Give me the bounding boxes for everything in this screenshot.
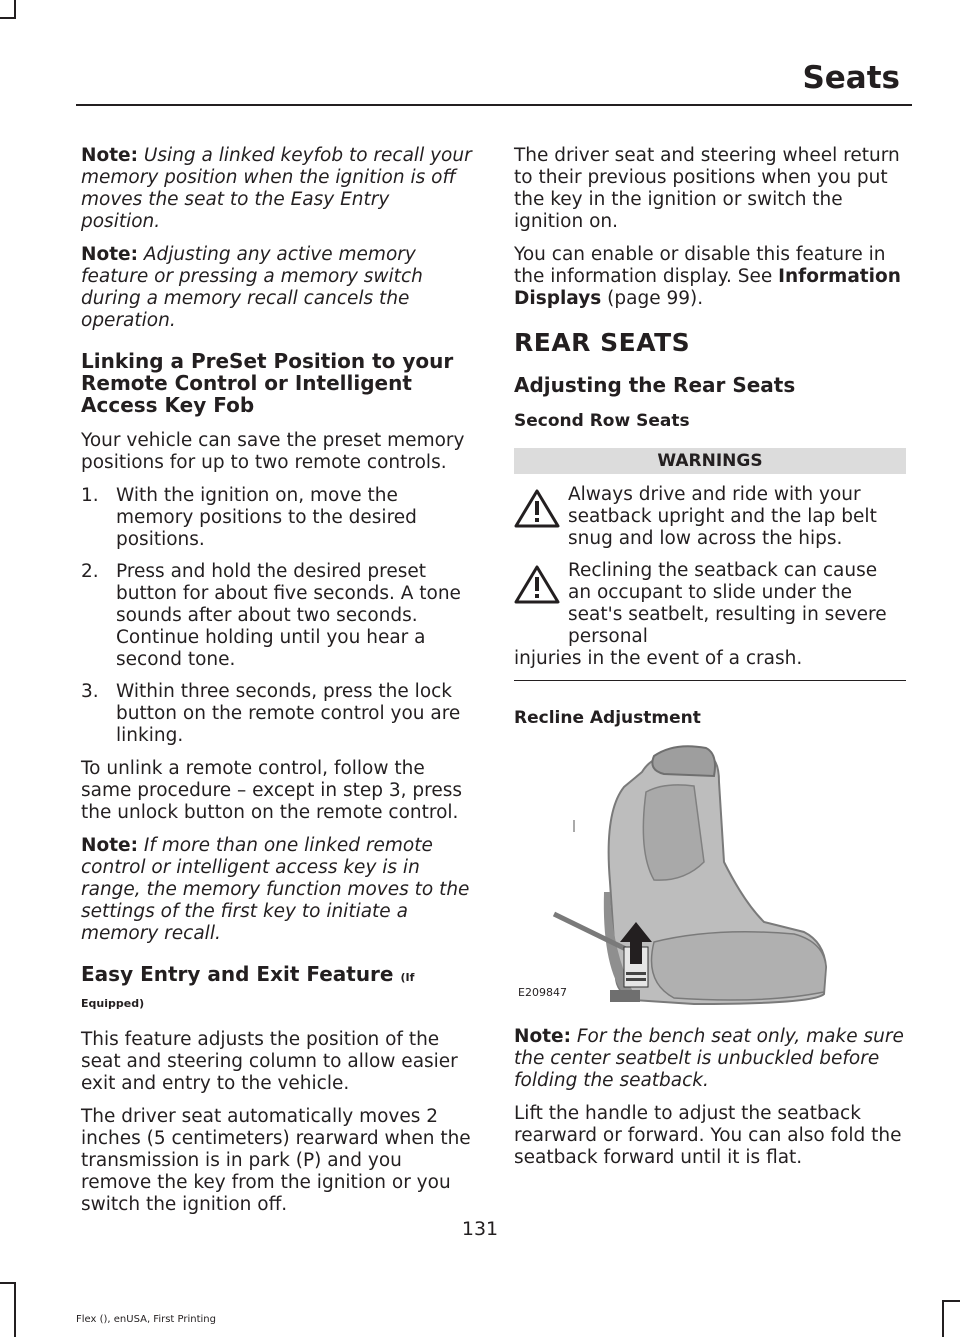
warnings-divider (514, 680, 906, 681)
paragraph-lift-handle: Lift the handle to adjust the seatback rearward or forward. You can also fold the seatback forward until it is flat. (514, 1103, 902, 1168)
note-bench-seat (514, 1026, 906, 1092)
list-item (81, 485, 473, 551)
note-label: Note: (81, 145, 138, 166)
warning-triangle-icon (514, 564, 560, 604)
crop-mark (942, 1300, 944, 1337)
seat-drawing (514, 742, 906, 1012)
warning-triangle-icon (514, 488, 560, 528)
list-item (81, 681, 473, 747)
section-title-rear-seats: REAR SEATS (514, 328, 691, 357)
paragraph-preset-memory: Your vehicle can save the preset memory positions for up to two remote controls. (81, 430, 465, 473)
heading-linking-preset: Linking a PreSet Position to your Remote Control or Intelligent Access Key Fob (81, 349, 454, 417)
warning-text-continued: injuries in the event of a crash. (514, 648, 803, 669)
note-text: If more than one linked remote control or intelligent access key is in range, the memory function moves to the settings of the first key to initiate a memory recall. (81, 835, 470, 944)
note-text: Using a linked keyfob to recall your memory position when the ignition is off moves the seat to the Easy Entry position. (81, 145, 472, 232)
crop-mark (14, 0, 16, 18)
heading-text: Easy Entry and Exit Feature (81, 962, 394, 986)
heading-easy-entry (81, 963, 473, 1015)
note-multiple-keys (81, 835, 473, 945)
step-text: Within three seconds, press the lock button on the remote control you are linking. (116, 681, 461, 746)
note-text: Adjusting any active memory feature or pressing a memory switch during a memory recall cancels the operation. (81, 244, 423, 331)
paragraph-easy-entry-desc: This feature adjusts the position of the seat and steering column to allow easier exit and entry to the vehicle. (81, 1029, 458, 1094)
warning-item (514, 484, 906, 550)
subheading-second-row: Second Row Seats (514, 411, 690, 431)
note-label: Note: (81, 244, 138, 265)
note-text: For the bench seat only, make sure the center seatbelt is unbuckled before folding the seatback. (514, 1026, 904, 1091)
paragraph-driver-seat-moves: The driver seat automatically moves 2 inches (5 centimeters) rearward when the transmission is in park (P) and you remove the key from the ignition or you switch the ignition off. (81, 1106, 471, 1215)
crop-mark (14, 1282, 16, 1337)
step-text: Press and hold the desired preset button for about five seconds. A tone sounds after about two seconds. Continue holding until you hear a second tone. (116, 561, 461, 670)
crop-mark (0, 17, 16, 19)
if-equipped-label: (If Equipped) (81, 971, 415, 1010)
crop-mark (942, 1300, 960, 1302)
header-rule (76, 104, 912, 106)
page-reference: (page 99). (607, 288, 704, 309)
subheading-recline-adjustment: Recline Adjustment (514, 708, 701, 728)
step-number: 3. (81, 681, 99, 702)
note-label: Note: (514, 1026, 571, 1047)
warning-text: Reclining the seatback can cause an occupant to slide under the seat's seatbelt, resulting in severe personal (568, 560, 887, 647)
right-column (514, 145, 906, 1180)
edition-footer: Flex (), enUSA, First Printing (76, 1314, 216, 1325)
step-text: With the ignition on, move the memory positions to the desired positions. (116, 485, 417, 550)
warning-text: Always drive and ride with your seatback upright and the lap belt snug and low across the hips. (568, 484, 877, 549)
linking-steps-list (81, 485, 473, 747)
paragraph-text: You can enable or disable this feature in the information display. See (514, 244, 886, 287)
note-memory-keyfob (81, 145, 473, 233)
recline-seat-illustration (514, 742, 906, 1012)
paragraph-seat-return: The driver seat and steering wheel return to their previous positions when you put the key in the ignition or switch the ignition on. (514, 145, 900, 232)
step-number: 2. (81, 561, 99, 582)
paragraph-enable-disable (514, 244, 906, 310)
note-label: Note: (81, 835, 138, 856)
list-item (81, 561, 473, 671)
page-number: 131 (461, 1218, 499, 1240)
page-title: Seats (802, 60, 900, 96)
heading-adjusting-rear-seats: Adjusting the Rear Seats (514, 373, 796, 397)
note-active-memory (81, 244, 473, 332)
information-displays-link[interactable]: Information Displays (514, 266, 901, 309)
crop-mark (0, 1282, 16, 1284)
figure-code: E209847 (518, 986, 567, 999)
warning-item (514, 560, 906, 670)
warnings-header: WARNINGS (514, 448, 906, 474)
step-number: 1. (81, 485, 99, 506)
left-column (81, 145, 473, 1227)
paragraph-unlink: To unlink a remote control, follow the same procedure – except in step 3, press the unlock button on the remote control. (81, 758, 463, 823)
